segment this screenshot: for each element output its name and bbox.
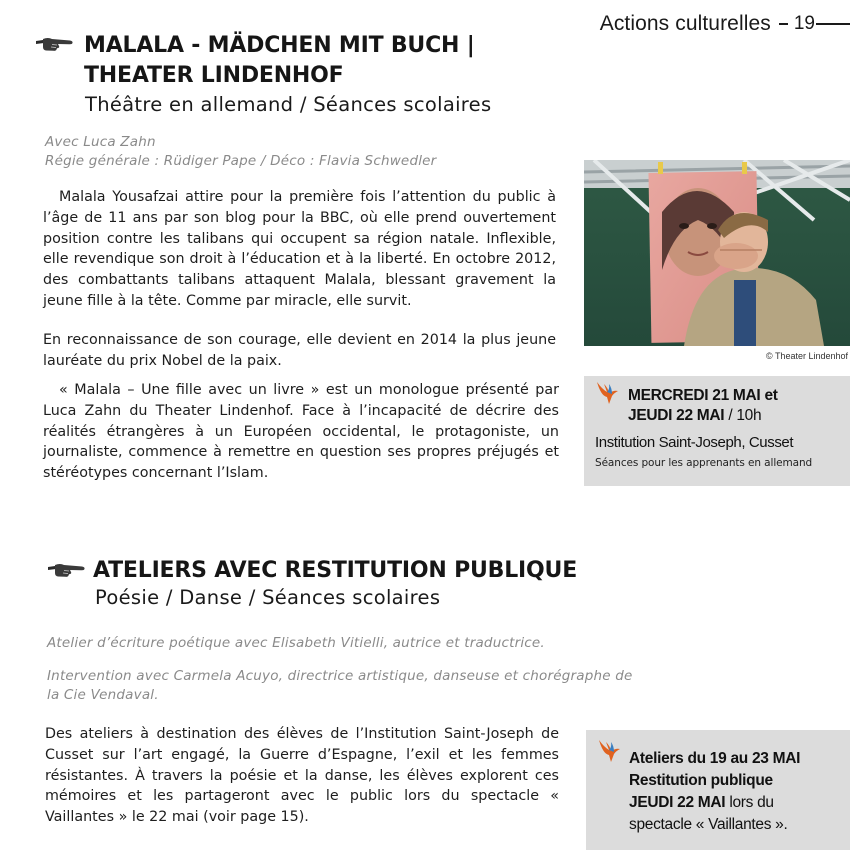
section2-credit-dance: Intervention avec Carmela Acuyo, directrice artistique, danseuse et chorégraphe de la Cie Vendaval. [47, 668, 633, 703]
info-workshop-dates: Ateliers du 19 au 23 MAI [629, 750, 801, 767]
section1-paragraph-3: « Malala – Une fille avec un livre » est un monologue présenté par Luca Zahn du Theater Lindenhof. Face à l’incapacité de décrire des réalités étrangères à un Européen occidental, le protagoniste, un journaliste, commence à remettre en question ses propres préjugés et stéréotypes concernant l’Islam. [43, 382, 559, 482]
performance-photo [584, 160, 850, 346]
info-date-line1 [628, 386, 778, 406]
info-date-day2: JEUDI 22 MAI [628, 407, 725, 424]
info-place: Institution Saint-Joseph, Cusset [595, 434, 794, 451]
section2-paragraph: Des ateliers à destination des élèves de l’Institution Saint-Joseph de Cusset sur l’art engagé, la Guerre d’Espagne, l’exil et les femmes résistantes. À travers la poésie et la danse, les élèves explorent ces mémoires et les partageront avec le public lors du spectacle « Vaillantes » le 22 mai (voir page 15). [45, 726, 559, 826]
info-date-day1: MERCREDI 21 MAI et [628, 387, 778, 404]
info-note: Séances pour les apprenants en allemand [595, 457, 813, 469]
page-number: 19 [793, 13, 815, 34]
header-divider [779, 23, 788, 25]
section1-credit-cast: Avec Luca Zahn [45, 134, 156, 150]
pointing-hand-icon [46, 562, 86, 580]
section2-credit-writing: Atelier d’écriture poétique avec Elisabeth Vitielli, autrice et traductrice. [47, 635, 545, 651]
bird-icon [594, 380, 620, 406]
info-restitution-date [629, 792, 774, 813]
section2-subtitle: Poésie / Danse / Séances scolaires [95, 586, 441, 609]
section1-credit-crew: Régie générale : Rüdiger Pape / Déco : Flavia Schwedler [45, 153, 437, 169]
info-date-line2 [628, 406, 761, 426]
pointing-hand-icon [34, 36, 74, 54]
section1-paragraph-1: Malala Yousafzai attire pour la première fois l’attention du public à l’âge de 11 ans par son blog pour la BBC, où elle prend ouvertement position contre les talibans qui occupent sa région natale. Inflexible, elle revendique son droit à l’éducation et à la liberté. En octobre 2012, des combattants talibans attaquent Malala, blessant gravement la jeune fille à la tête. Comme par miracle, elle survit. [43, 189, 556, 309]
info-show-name: spectacle « Vaillantes ». [629, 816, 788, 833]
info-time: / 10h [724, 407, 762, 424]
info-restitution-rest: lors du [725, 794, 774, 811]
info-restitution-day: JEUDI 22 MAI [629, 794, 726, 811]
section1-title-line2: THEATER LINDENHOF [84, 63, 344, 88]
photo-caption: © Theater Lindenhof [765, 351, 848, 361]
section2-title: ATELIERS AVEC RESTITUTION PUBLIQUE [93, 558, 578, 583]
header-rule [816, 23, 850, 25]
theater-photo-image [584, 160, 850, 346]
page-header [600, 12, 850, 36]
section1-title-line1: MALALA - MÄDCHEN MIT BUCH | [84, 33, 475, 58]
section2-info-box [586, 730, 850, 850]
section1-subtitle: Théâtre en allemand / Séances scolaires [85, 93, 492, 116]
section-name: Actions culturelles [599, 12, 771, 35]
section1-info-box [584, 376, 850, 486]
bird-icon [596, 738, 622, 764]
section1-paragraph-2: En reconnaissance de son courage, elle devient en 2014 la plus jeune lauréate du prix Nobel de la paix. [43, 332, 556, 369]
info-restitution-label: Restitution publique [629, 772, 773, 789]
